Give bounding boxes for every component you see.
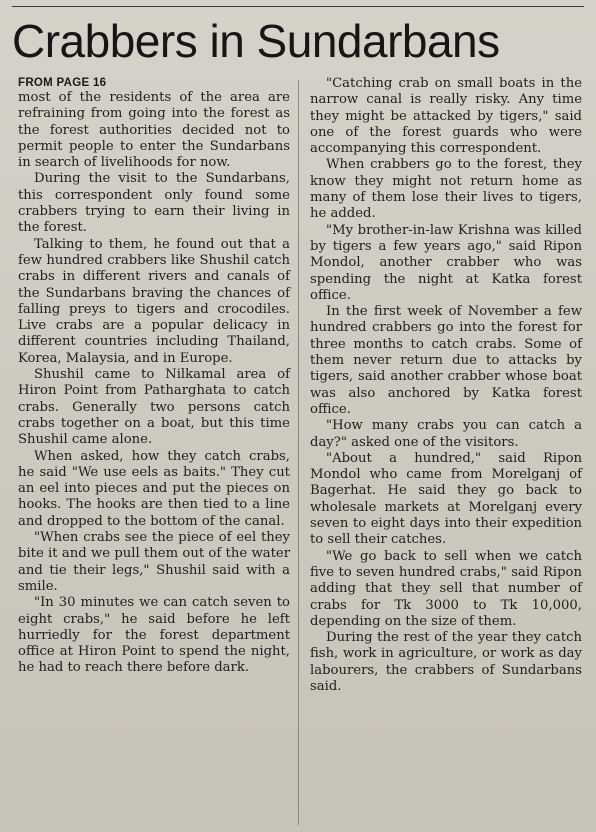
paragraph: During the visit to the Sundarbans, this correspondent only found some crabbers trying to earn their living in the forest. [18,171,290,236]
paragraph: "About a hundred," said Ripon Mondol who came from Morelganj of Bagerhat. He said they go back to wholesale markets at Morelganj every seven to eight days into their expedition to sell their catches. [310,450,582,548]
paragraph: During the rest of the year they catch fish, work in agriculture, or work as day labourers, the crabbers of Sundarbans said. [310,630,582,694]
paragraph: most of the residents of the area are refraining from going into the forest as the forest authorities decided not to permit people to enter the Sundarbans in search of livelihoods for now. [18,90,290,171]
paragraph: "In 30 minutes we can catch seven to eight crabs," he said before he left hurriedly for the forest department office at Hiron Point to spend the night, he had to reach there before dark. [18,595,290,676]
left-column [18,76,290,677]
paragraph: Shushil came to Nilkamal area of Hiron Point from Patharghata to catch crabs. Generally two persons catch crabs together on a boat, but this time Shushil came alone. [18,367,290,448]
paragraph: "When crabs see the piece of eel they bite it and we pull them out of the water and tie their legs," Shushil said with a smile. [18,530,290,594]
paragraph: When crabbers go to the forest, they know they might not return home as many of them lose their lives to tigers, he added. [310,157,582,222]
paragraph: "Catching crab on small boats in the narrow canal is really risky. Any time they might be attacked by tigers," said one of the forest guards who were accompanying this correspondent. [310,76,582,157]
right-column [310,76,582,695]
column-divider [298,80,299,825]
paragraph: Talking to them, he found out that a few hundred crabbers like Shushil catch crabs in different rivers and canals of the Sundarbans braving the chances of falling preys to tigers and crocodiles. Live crabs are a popular delicacy in different countries including Thailand, Korea, Malaysia, and in Europe. [18,236,290,366]
headline: Crabbers in Sundarbans [12,15,500,67]
paragraph: "We go back to sell when we catch five to seven hundred crabs," said Ripon adding that they sell that number of crabs for Tk 3000 to Tk 10,000, depending on the size of them. [310,548,582,629]
paragraph: When asked, how they catch crabs, he said "We use eels as baits." They cut an eel into pieces and put the pieces on hooks. The hooks are then tied to a line and dropped to the bottom of the canal. [18,448,290,529]
paragraph: "How many crabs you can catch a day?" asked one of the visitors. [310,418,582,450]
paragraph: In the first week of November a few hundred crabbers go into the forest for three months to catch crabs. Some of them never return due to attacks by tigers, said another crabber whose boat was also anchored by Katka forest office. [310,304,582,417]
paragraph: "My brother-in-law Krishna was killed by tigers a few years ago," said Ripon Mondol, another crabber who was spending the night at Katka forest office. [310,222,582,303]
top-rule [12,6,584,7]
jump-label: FROM PAGE 16 [18,77,107,89]
